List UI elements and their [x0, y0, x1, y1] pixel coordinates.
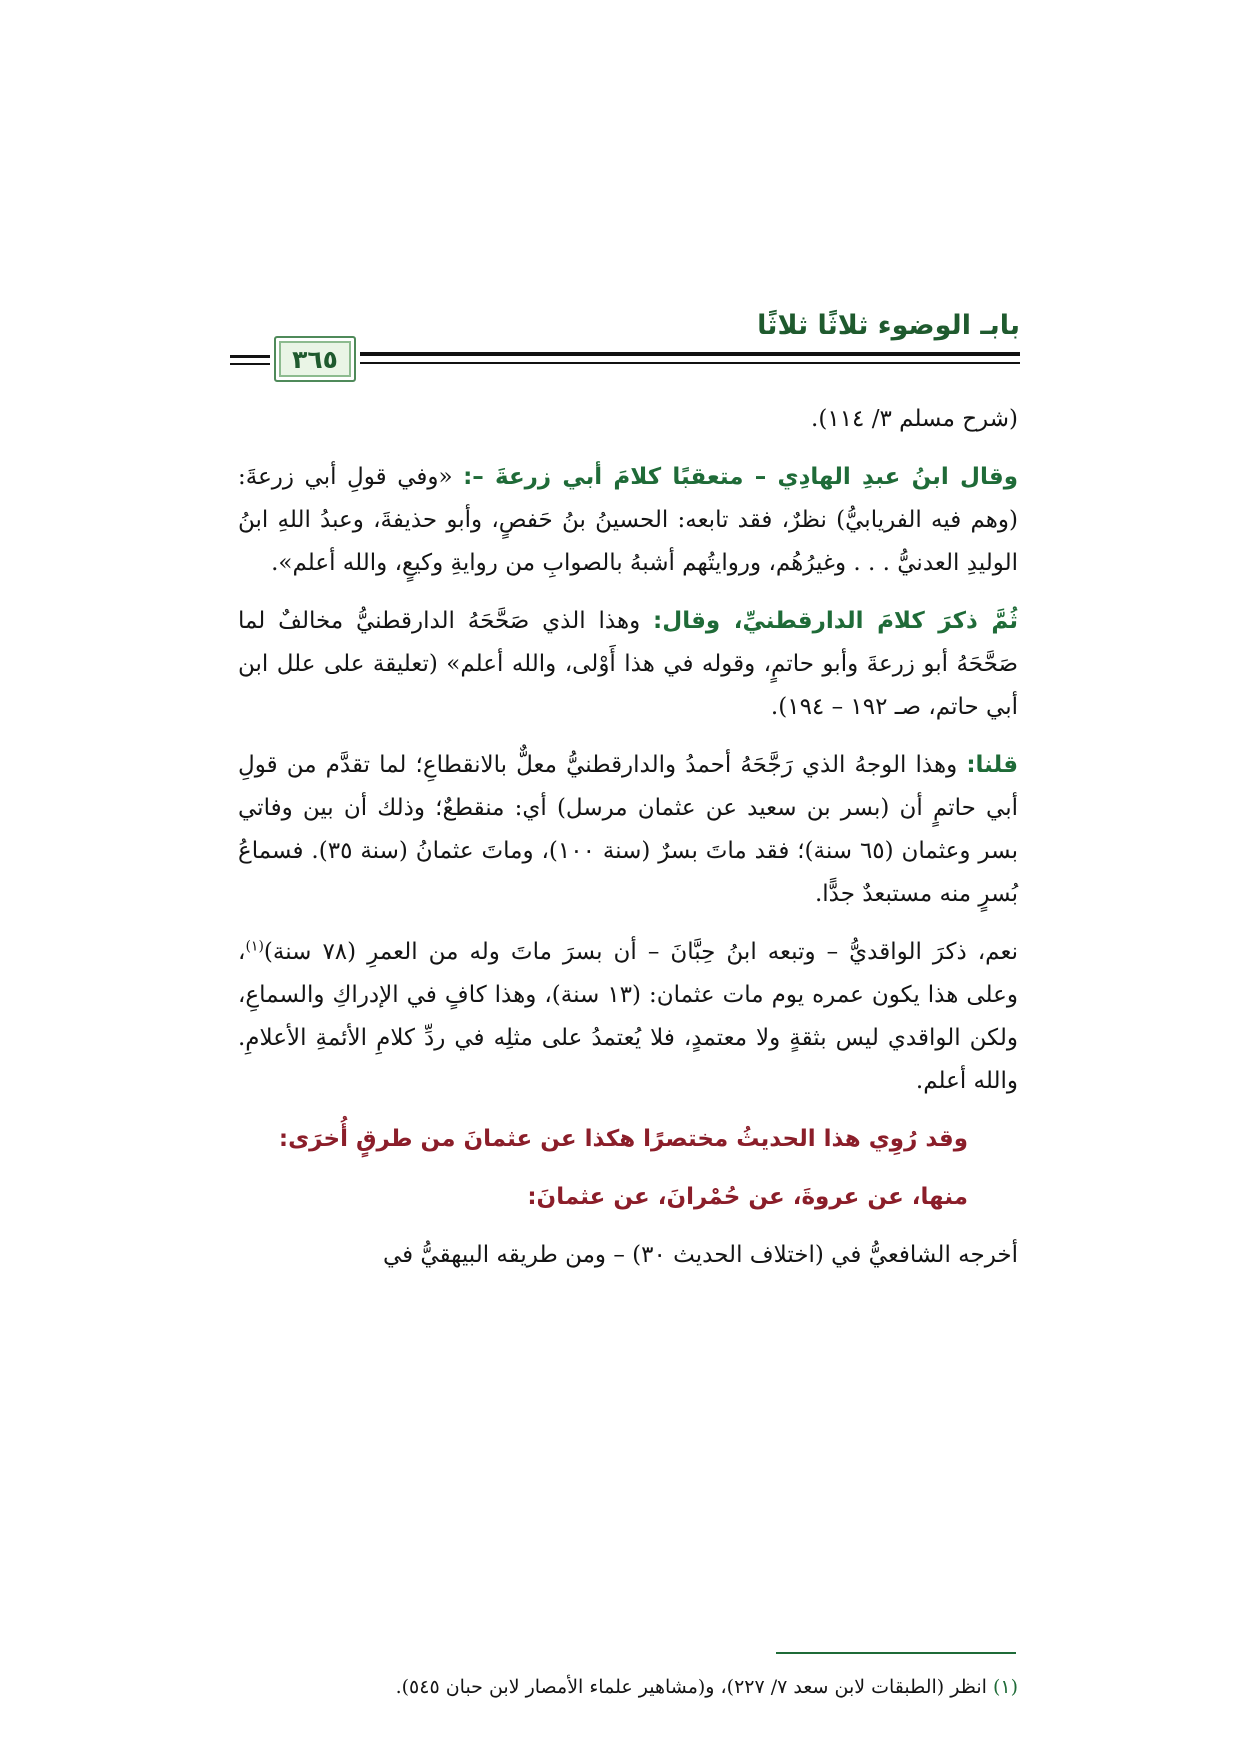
paragraph-last: [238, 1234, 1018, 1277]
page-header: [230, 300, 1020, 390]
paragraph-text: «وفي قولِ أبي زرعةَ: (وهم فيه الفريابيُّ) نظرٌ، فقد تابعه: الحسينُ بنُ حَفصٍ، وأبو حذيفةَ، وعبدُ اللهِ ابنُ الوليدِ العدنيُّ . . . وغيرُهُم، وروايتُهم أشبهُ بالصوابِ من روايةِ وكيعٍ، والله أعلم».: [238, 464, 1018, 576]
header-rule: [360, 362, 1020, 364]
footnote: [238, 1672, 1018, 1702]
paragraph-lead: وقال ابنُ عبدِ الهادِي – متعقبًا كلامَ أبي زرعةَ –:: [463, 464, 1018, 490]
header-rule: [230, 363, 270, 365]
paragraph-lead: قلنا:: [966, 752, 1018, 778]
paragraph-text: نعم، ذكرَ الواقديُّ – وتبعه ابنُ حِبَّانَ – أن بسرَ ماتَ وله من العمرِ (٧٨ سنة): [263, 939, 1018, 965]
section-heading: وقد رُوِي هذا الحديثُ مختصرًا هكذا عن عثمانَ من طرقٍ أُخرَى:: [278, 1126, 968, 1152]
paragraph-naam: [238, 931, 1018, 1103]
footnote-label: (١): [992, 1676, 1018, 1698]
paragraph-citation: [238, 398, 1018, 441]
paragraph-lead: ثُمَّ ذكرَ كلامَ الدارقطنيِّ، وقال:: [653, 608, 1018, 634]
paragraph-text: ، وعلى هذا يكون عمره يوم مات عثمان: (١٣ سنة)، وهذا كافٍ في الإدراكِ والسماعِ، ولكن الواقدي ليس بثقةٍ ولا معتمدٍ، فلا يُعتمدُ على مثلِه في ردِّ كلامِ الأئمةِ الأعلامِ. والله أعلم.: [238, 939, 1018, 1094]
paragraph-text: وهذا الذي صَحَّحَهُ الدارقطنيُّ مخالفٌ لما صَحَّحَهُ أبو زرعةَ وأبو حاتمٍ، وقوله في هذا أَوْلى، والله أعلم» (تعليقة على علل ابن أبي حاتم، صـ ١٩٢ – ١٩٤).: [238, 608, 1018, 720]
header-rule: [360, 352, 1020, 356]
page-number: ٣٦٥: [292, 344, 338, 374]
page-number-badge: [274, 336, 356, 382]
paragraph-text: أخرجه الشافعيُّ في (اختلاف الحديث ٣٠) – ومن طريقه البيهقيُّ في: [382, 1242, 1018, 1268]
subsection-heading: منها، عن عروةَ، عن حُمْرانَ، عن عثمانَ:: [527, 1184, 968, 1210]
footnote-text: انظر (الطبقات لابن سعد ٧/ ٢٢٧)، و(مشاهير علماء الأمصار لابن حبان ٥٤٥).: [395, 1676, 993, 1698]
main-text: [238, 398, 1018, 1292]
paragraph-qulna: [238, 744, 1018, 916]
chapter-title: بابـ الوضوء ثلاثًا ثلاثًا: [757, 310, 1020, 341]
paragraph-daraqutni: [238, 600, 1018, 729]
footnote-reference[interactable]: (١): [245, 938, 264, 955]
paragraph-ibn-abdulhadi: [238, 456, 1018, 585]
paragraph-text: (شرح مسلم ٣/ ١١٤).: [811, 406, 1018, 432]
header-rule: [230, 355, 270, 358]
footnote-divider: [776, 1652, 1016, 1654]
paragraph-text: وهذا الوجهُ الذي رَجَّحَهُ أحمدُ والدارقطنيُّ معلٌّ بالانقطاعِ؛ لما تقدَّم من قولِ أبي حاتمٍ أن (بسر بن سعيد عن عثمان مرسل) أي: منقطعٌ؛ وذلك أن بين وفاتي بسر وعثمان (٦٥ سنة)؛ فقد ماتَ بسرٌ (سنة ١٠٠)، وماتَ عثمانُ (سنة ٣٥). فسماعُ بُسرٍ منه مستبعدٌ جدًّا.: [238, 752, 1018, 907]
